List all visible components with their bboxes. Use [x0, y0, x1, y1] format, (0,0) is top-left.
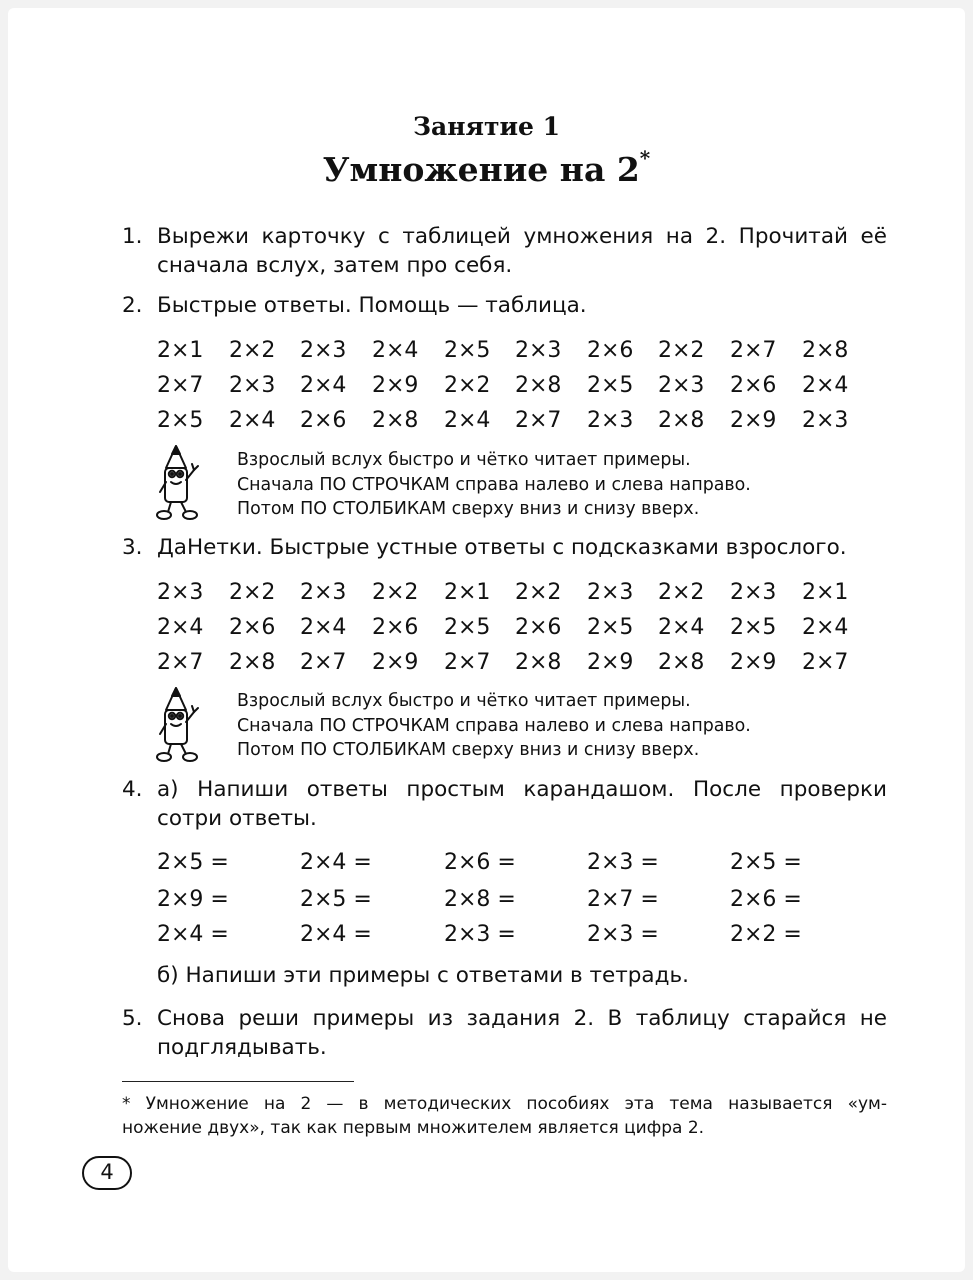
- example: 2×7: [730, 338, 777, 363]
- example: 2×3: [587, 580, 634, 605]
- example: 2×4: [229, 408, 276, 433]
- example: 2×4: [802, 615, 849, 640]
- task4-row: [157, 887, 892, 917]
- task2-row: [157, 338, 892, 368]
- task-4b: б) Напиши эти примеры с ответами в тетрадь.: [157, 963, 689, 988]
- example: 2×9: [372, 650, 419, 675]
- pencil-character-icon: [152, 684, 210, 764]
- example: 2×3: [587, 408, 634, 433]
- task4-row: [157, 850, 892, 880]
- example: 2×2: [372, 580, 419, 605]
- example: 2×7: [157, 373, 204, 398]
- example: 2×7: [515, 408, 562, 433]
- example: 2×5: [587, 615, 634, 640]
- example: 2×7: [157, 650, 204, 675]
- equation: 2×3 =: [587, 922, 659, 947]
- example: 2×2: [229, 338, 276, 363]
- footnote: * Умножение на 2 — в методических пособиях эта тема называется «ум- ножение двух», так как первым множителем является цифра 2.: [122, 1094, 887, 1138]
- example: 2×3: [658, 373, 705, 398]
- example: 2×3: [300, 338, 347, 363]
- example: 2×3: [802, 408, 849, 433]
- task-5: 5. Снова реши примеры из задания 2. В таблицу старайся не подглядывать.: [122, 1006, 887, 1060]
- task-4: 4. а) Напиши ответы простым карандашом. После проверки сотри ответы.: [122, 777, 887, 831]
- footnote-divider: [122, 1081, 354, 1082]
- example: 2×2: [658, 580, 705, 605]
- example: 2×4: [444, 408, 491, 433]
- equation: 2×4 =: [300, 922, 372, 947]
- example: 2×5: [444, 615, 491, 640]
- example: 2×4: [658, 615, 705, 640]
- equation: 2×7 =: [587, 887, 659, 912]
- example: 2×8: [372, 408, 419, 433]
- equation: 2×3 =: [444, 922, 516, 947]
- example: 2×1: [157, 338, 204, 363]
- example: 2×6: [587, 338, 634, 363]
- task3-row: [157, 650, 892, 680]
- example: 2×5: [587, 373, 634, 398]
- equation: 2×5 =: [157, 850, 229, 875]
- equation: 2×2 =: [730, 922, 802, 947]
- example: 2×3: [157, 580, 204, 605]
- example: 2×9: [730, 650, 777, 675]
- example: 2×3: [515, 338, 562, 363]
- example: 2×2: [444, 373, 491, 398]
- equation: 2×6 =: [730, 887, 802, 912]
- example: 2×6: [300, 408, 347, 433]
- task2-row: [157, 408, 892, 438]
- task-2: 2. Быстрые ответы. Помощь — таблица.: [122, 293, 587, 318]
- task4-row: [157, 922, 892, 952]
- adult-instructions: Взрослый вслух быстро и чётко читает примеры. Сначала ПО СТРОЧКАМ справа налево и слева направо. Потом ПО СТОЛБИКАМ сверху вниз и снизу вверх.: [237, 450, 751, 519]
- example: 2×9: [587, 650, 634, 675]
- example: 2×4: [802, 373, 849, 398]
- example: 2×8: [802, 338, 849, 363]
- example: 2×1: [802, 580, 849, 605]
- pencil-character-icon: [152, 442, 210, 522]
- example: 2×8: [658, 650, 705, 675]
- example: 2×7: [802, 650, 849, 675]
- example: 2×4: [372, 338, 419, 363]
- example: 2×1: [444, 580, 491, 605]
- example: 2×3: [229, 373, 276, 398]
- task-1: 1. Вырежи карточку с таблицей умножения на 2. Прочитай её сначала вслух, затем про себя.: [122, 224, 887, 278]
- adult-instructions: Взрослый вслух быстро и чётко читает примеры. Сначала ПО СТРОЧКАМ справа налево и слева направо. Потом ПО СТОЛБИКАМ сверху вниз и снизу вверх.: [237, 691, 751, 760]
- equation: 2×5 =: [300, 887, 372, 912]
- example: 2×2: [515, 580, 562, 605]
- example: 2×8: [515, 373, 562, 398]
- example: 2×2: [229, 580, 276, 605]
- task3-row: [157, 615, 892, 645]
- task3-row: [157, 580, 892, 610]
- example: 2×6: [730, 373, 777, 398]
- equation: 2×5 =: [730, 850, 802, 875]
- task2-row: [157, 373, 892, 403]
- example: 2×9: [372, 373, 419, 398]
- equation: 2×4 =: [300, 850, 372, 875]
- task-3: 3. ДаНетки. Быстрые устные ответы с подсказками взрослого.: [122, 535, 847, 560]
- example: 2×3: [730, 580, 777, 605]
- page-title: Умножение на 2*: [322, 146, 651, 189]
- example: 2×8: [658, 408, 705, 433]
- example: 2×8: [515, 650, 562, 675]
- example: 2×6: [229, 615, 276, 640]
- example: 2×4: [300, 373, 347, 398]
- example: 2×4: [157, 615, 204, 640]
- example: 2×8: [229, 650, 276, 675]
- example: 2×7: [300, 650, 347, 675]
- equation: 2×9 =: [157, 887, 229, 912]
- example: 2×5: [444, 338, 491, 363]
- example: 2×6: [372, 615, 419, 640]
- example: 2×5: [730, 615, 777, 640]
- lesson-label: Занятие 1: [412, 112, 561, 141]
- example: 2×9: [730, 408, 777, 433]
- equation: 2×4 =: [157, 922, 229, 947]
- example: 2×7: [444, 650, 491, 675]
- example: 2×5: [157, 408, 204, 433]
- example: 2×3: [300, 580, 347, 605]
- example: 2×2: [658, 338, 705, 363]
- equation: 2×6 =: [444, 850, 516, 875]
- equation: 2×3 =: [587, 850, 659, 875]
- equation: 2×8 =: [444, 887, 516, 912]
- page-number: 4: [82, 1156, 132, 1190]
- example: 2×6: [515, 615, 562, 640]
- footnote-mark: *: [639, 146, 651, 170]
- example: 2×4: [300, 615, 347, 640]
